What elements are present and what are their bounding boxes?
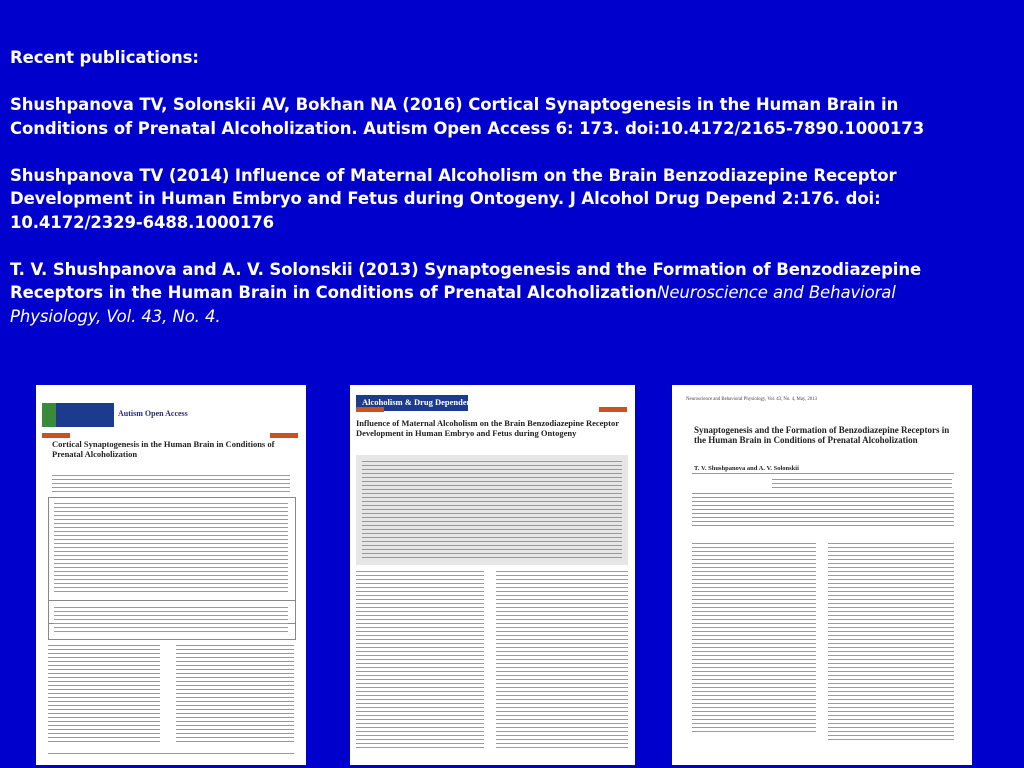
article-title: Influence of Maternal Alcoholism on the Brain Benzodiazepine Receptor Development in Human Embryo and Fetus during Ontogeny <box>356 418 619 438</box>
body-column-left <box>692 543 816 733</box>
pub1-line2: Conditions of Prenatal Alcoholization. Autism Open Access 6: 173. doi:10.4172/2165-7890.1000173 <box>10 118 925 138</box>
article-title: Synaptogenesis and the Formation of Benzodiazepine Receptors in the Human Brain in Conditions of Prenatal Alcoholization <box>694 425 950 446</box>
journal-name: Alcoholism & Drug Dependence <box>362 397 479 407</box>
article-title: Cortical Synaptogenesis in the Human Brain in Conditions of Prenatal Alcoholization <box>52 439 275 459</box>
pub3-line2 <box>10 281 1010 305</box>
abstract-text <box>362 461 622 561</box>
authors: T. V. Shushpanova and A. V. Solonskii <box>694 465 799 472</box>
body-column-right <box>828 543 954 743</box>
article-type-label <box>356 407 384 412</box>
divider <box>692 473 954 474</box>
abstract-text <box>54 503 288 595</box>
body-column-right <box>496 571 628 751</box>
article-type-label <box>42 433 70 438</box>
pub1-line1: Shushpanova TV, Solonskii AV, Bokhan NA (2016) Cortical Synaptogenesis in the Human Brain in <box>10 95 899 114</box>
pub3-line3: Physiology, Vol. 43, No. 4. <box>10 306 221 326</box>
graphical-abstract-text <box>54 607 288 633</box>
journal-name: Autism Open Access <box>118 409 188 418</box>
article-thumbnail-neuroscience[interactable] <box>672 385 972 765</box>
footer-rule <box>48 753 294 754</box>
pub2-line3: 10.4172/2329-6488.1000176 <box>10 212 275 232</box>
journal-logo <box>42 403 114 427</box>
article-thumbnail-alcoholism[interactable] <box>350 385 635 765</box>
open-access-label <box>270 433 298 438</box>
divider <box>692 525 954 526</box>
pub3-journal: Neuroscience and Behavioral <box>657 283 896 302</box>
translated-from-text <box>772 479 952 489</box>
pub2-line2: Development in Human Embryo and Fetus during Ontogeny. J Alcohol Drug Depend 2:176. doi: <box>10 189 881 208</box>
open-access-label <box>599 407 627 412</box>
body-column-right <box>176 645 294 745</box>
pub2-line1: Shushpanova TV (2014) Influence of Maternal Alcoholism on the Brain Benzodiazepine Receptor <box>10 165 897 185</box>
heading: Recent publications: <box>10 48 199 67</box>
publications-text <box>10 46 1010 328</box>
author-lines <box>52 475 290 495</box>
pub3-line1: T. V. Shushpanova and A. V. Solonskii (2013) Synaptogenesis and the Formation of Benzodiazepine <box>10 259 922 279</box>
journal-line: Neuroscience and Behavioral Physiology, Vol. 43, No. 4, May, 2013 <box>686 397 817 402</box>
body-column-left <box>356 571 484 751</box>
article-thumbnail-autism[interactable] <box>36 385 306 765</box>
abstract-text <box>692 493 954 523</box>
body-column-left <box>48 645 160 745</box>
pub3-title-end: Receptors in the Human Brain in Conditions of Prenatal Alcoholization <box>10 283 658 302</box>
